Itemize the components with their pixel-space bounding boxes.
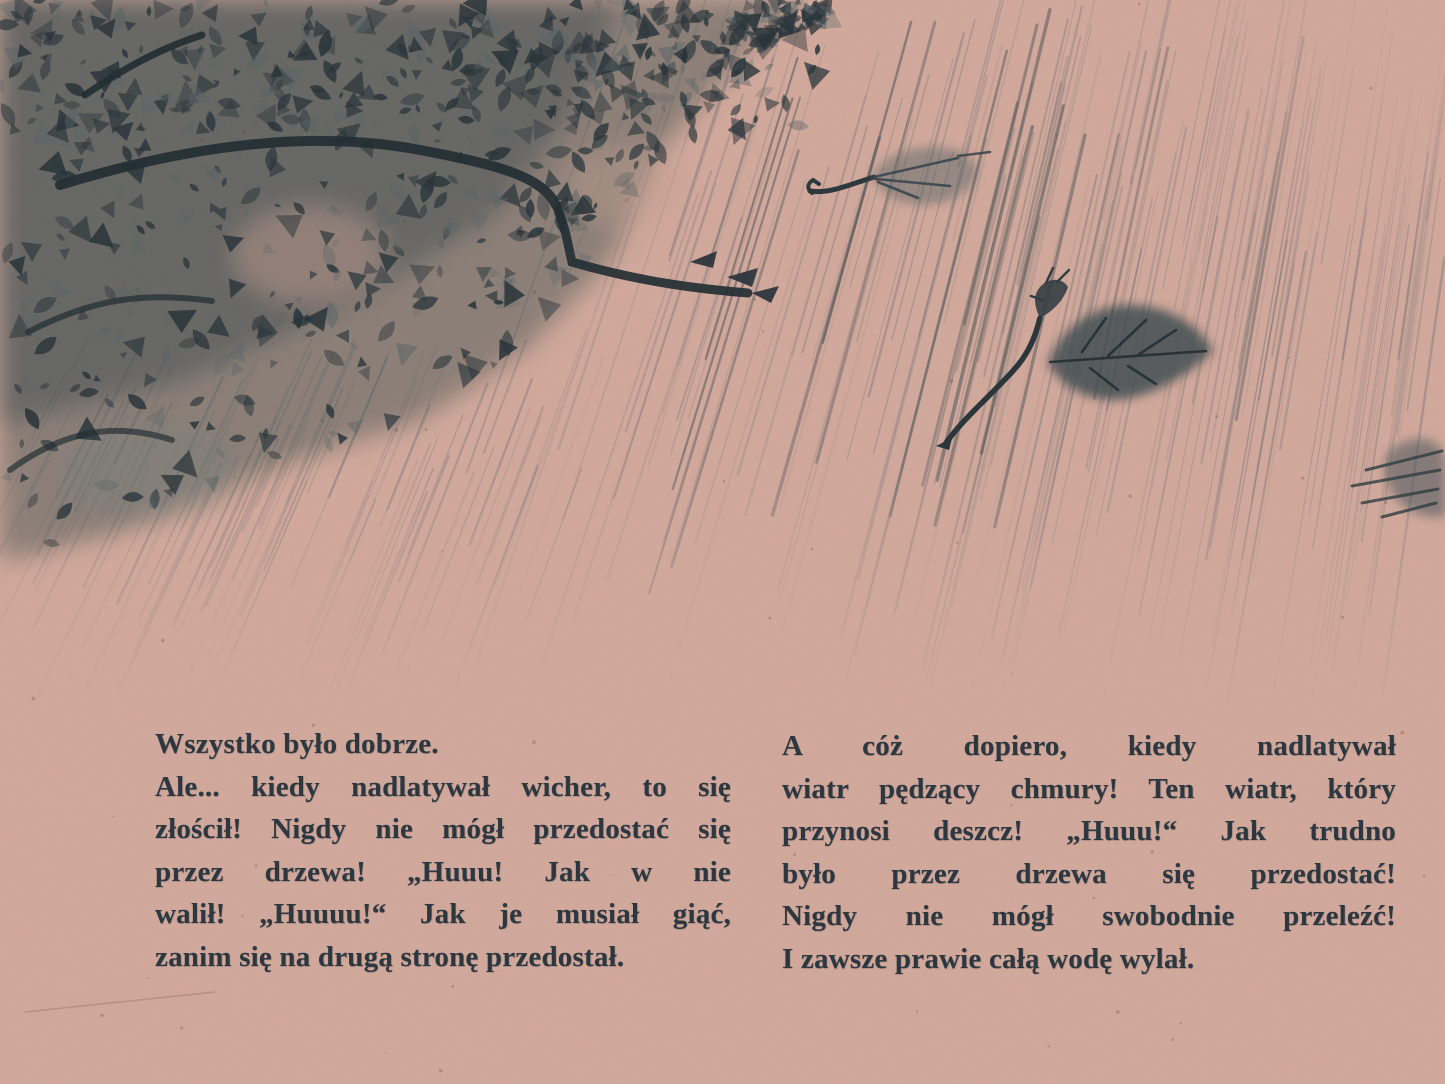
- text-line: Nigdy nie mógł swobodnie przeleźć!: [782, 900, 1396, 933]
- text-line: zanim się na drugą stronę przedostał.: [155, 940, 625, 973]
- text-line: I zawsze prawie całą wodę wylał.: [782, 942, 1195, 975]
- text-line: złościł! Nigdy nie mógł przedostać się: [155, 813, 731, 846]
- text-line: Wszystko było dobrze.: [155, 728, 439, 760]
- text-line: Ale... kiedy nadlatywał wicher, to się: [155, 770, 731, 803]
- text-column-left: [155, 723, 731, 979]
- text-line: walił! „Huuuu!“ Jak je musiał giąć,: [155, 898, 731, 931]
- text-line: było przez drzewa się przedostać!: [782, 857, 1396, 890]
- text-line: przez drzewa! „Huuu! Jak w nie: [155, 855, 731, 888]
- text-column-right: [782, 725, 1396, 981]
- text-line: wiatr pędzący chmury! Ten wiatr, który: [782, 772, 1396, 805]
- text-line: przynosi deszcz! „Huuu!“ Jak trudno: [782, 815, 1396, 848]
- text-line: A cóż dopiero, kiedy nadlatywał: [782, 730, 1396, 762]
